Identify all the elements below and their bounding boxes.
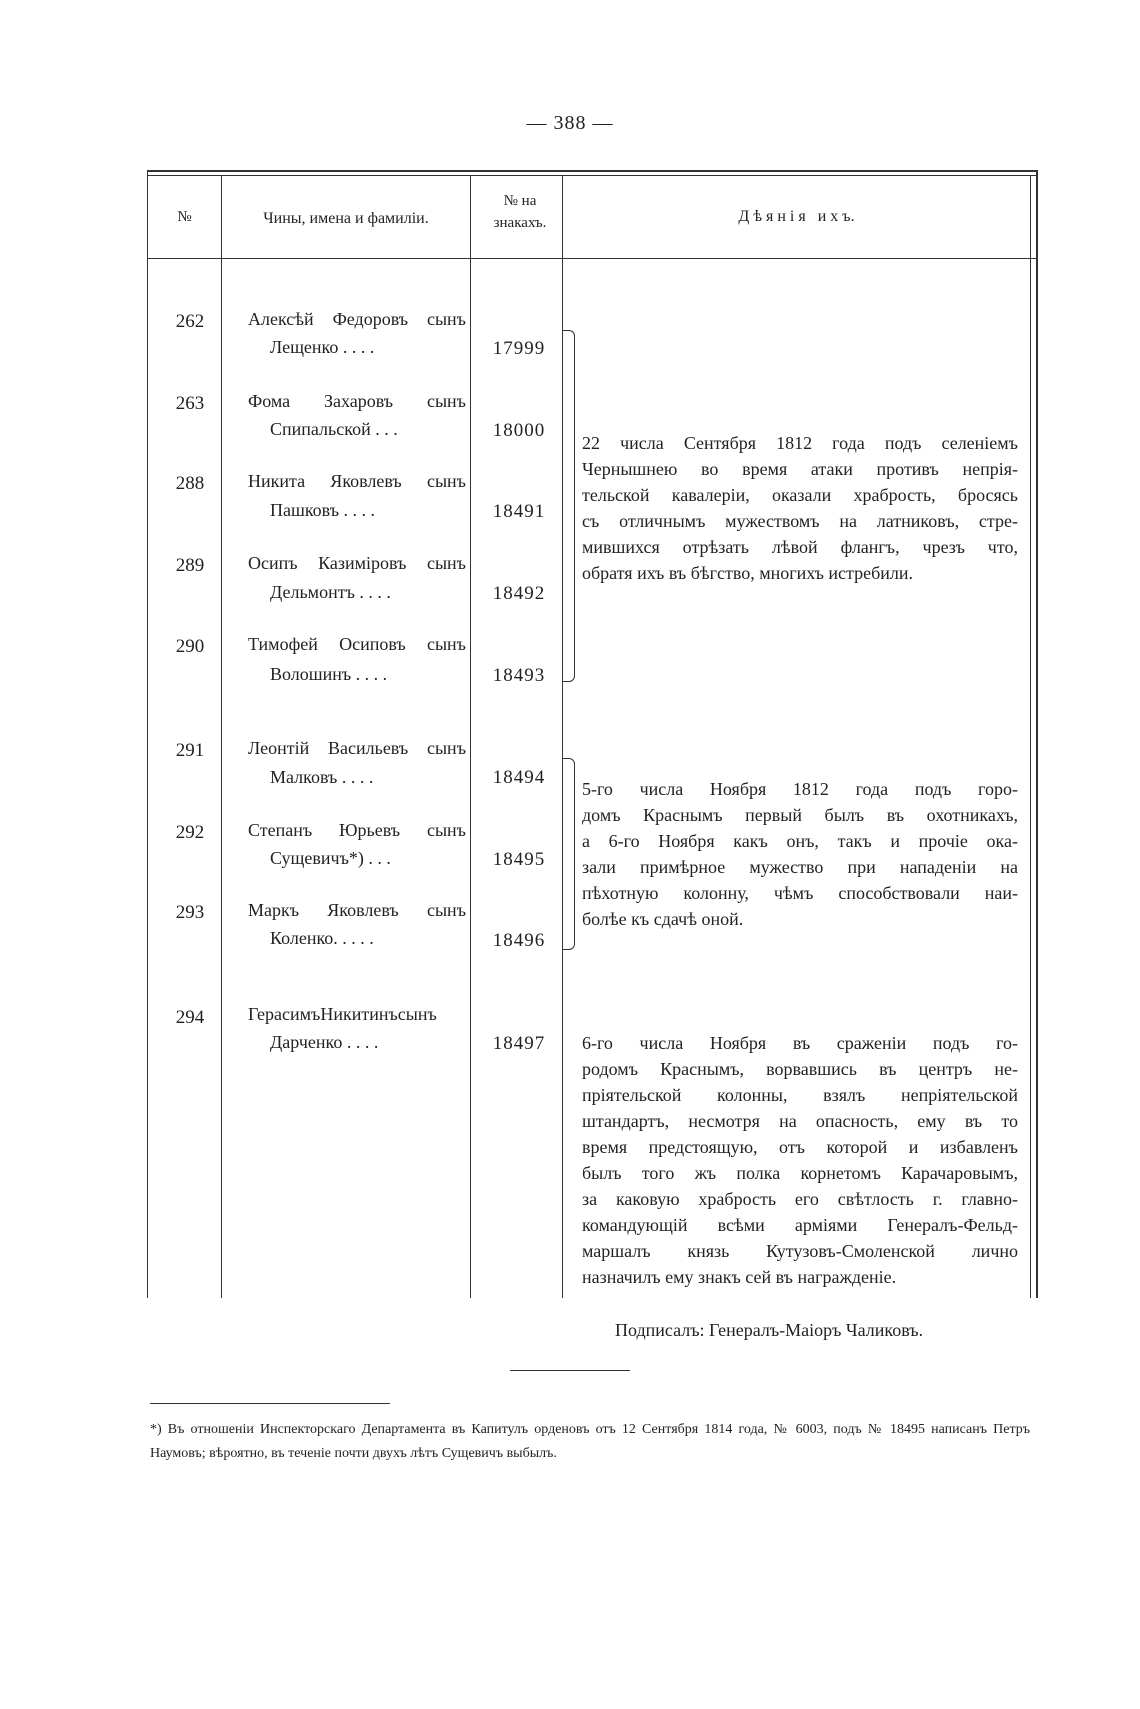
deed-line: за каковую храбрость его свѣтлость г. главно- bbox=[582, 1189, 1018, 1209]
footnote-rule bbox=[150, 1403, 390, 1404]
deed-line: зали примѣрное мужество при нападеніи на bbox=[582, 857, 1018, 877]
table-col-divider-2 bbox=[470, 175, 471, 1298]
name-line-1: Маркъ Яковлевъ сынъ bbox=[248, 900, 466, 920]
row-number: 288 bbox=[175, 473, 205, 494]
table-top-rule bbox=[147, 170, 1038, 172]
deed-line: Чернышнею во время атаки противъ непрія- bbox=[582, 459, 1018, 479]
deed-line: пѣхотную колонну, чѣмъ способствовали наи- bbox=[582, 883, 1018, 903]
section-divider bbox=[510, 1370, 630, 1371]
row-number: 290 bbox=[175, 636, 205, 657]
badge-number: 17999 bbox=[492, 338, 546, 359]
name-line-2: Пашковъ . . . . bbox=[270, 500, 376, 520]
deed-line: маршалъ князь Кутузовъ-Смоленской лично bbox=[582, 1241, 1018, 1261]
deed-line: болѣе къ сдачѣ оной. bbox=[582, 909, 744, 929]
name-line-2: Малковъ . . . . bbox=[270, 767, 374, 787]
name-line-2: Лещенко . . . . bbox=[270, 337, 375, 357]
badge-number: 18497 bbox=[492, 1033, 546, 1054]
row-number: 293 bbox=[175, 902, 205, 923]
name-line-1: Леонтій Васильевъ сынъ bbox=[248, 738, 466, 758]
badge-number: 18496 bbox=[492, 930, 546, 951]
deed-line: 22 числа Сентября 1812 года подъ селеніемъ bbox=[582, 433, 1018, 453]
deed-line: 6-го числа Ноября въ сраженіи подъ го- bbox=[582, 1033, 1018, 1053]
name-line-1: Тимофей Осиповъ сынъ bbox=[248, 634, 466, 654]
row-number: 291 bbox=[175, 740, 205, 761]
deed-line: мившихся отрѣзать лѣвой флангъ, чрезъ что, bbox=[582, 537, 1018, 557]
badge-number: 18000 bbox=[492, 420, 546, 441]
name-line-2: Коленко. . . . . bbox=[270, 928, 374, 948]
name-line-1: Никита Яковлевъ сынъ bbox=[248, 471, 466, 491]
page-number: — 388 — bbox=[526, 112, 614, 134]
badge-number: 18495 bbox=[492, 849, 546, 870]
table-header-rule bbox=[147, 258, 1038, 259]
deed-line: время предстоящую, отъ которой и избавленъ bbox=[582, 1137, 1018, 1157]
footnote: *) Въ отношеніи Инспекторскаго Департамента въ Капитулъ орденовъ отъ 12 Сентября 1814 года, № 6003, подъ № 18495 написанъ Петръ Наумовъ; вѣроятно, въ теченіе почти двухъ лѣтъ Сущевичъ выбылъ. bbox=[150, 1422, 1030, 1461]
header-deeds: Д ѣ я н і я и х ъ. bbox=[738, 208, 855, 225]
header-names: Чины, имена и фамиліи. bbox=[263, 210, 429, 227]
deed-line: назначилъ ему знакъ сей въ награжденіе. bbox=[582, 1267, 897, 1287]
row-number: 292 bbox=[175, 822, 205, 843]
badge-number: 18493 bbox=[492, 665, 546, 686]
deed-line: пріятельской колонны, взялъ непріятельской bbox=[582, 1085, 1018, 1105]
table-top-rule-inner bbox=[147, 175, 1038, 176]
badge-number: 18494 bbox=[492, 767, 546, 788]
deed-line: съ отличнымъ мужествомъ на латниковъ, стре- bbox=[582, 511, 1018, 531]
row-number: 289 bbox=[175, 555, 205, 576]
name-line-1: Степанъ Юрьевъ сынъ bbox=[248, 820, 466, 840]
row-number: 294 bbox=[175, 1007, 205, 1028]
deed-line: родомъ Краснымъ, ворвавшись въ центръ не- bbox=[582, 1059, 1018, 1079]
name-line-1: Фома Захаровъ сынъ bbox=[248, 391, 466, 411]
deed-line: обратя ихъ въ бѣгство, многихъ истребили. bbox=[582, 563, 914, 583]
row-number: 262 bbox=[175, 311, 205, 332]
row-number: 263 bbox=[175, 393, 205, 414]
badge-number: 18491 bbox=[492, 501, 546, 522]
group-brace-2 bbox=[562, 758, 575, 950]
header-no: № bbox=[177, 209, 192, 225]
deed-line: тельской кавалеріи, оказали храбрость, бросясь bbox=[582, 485, 1018, 505]
name-line-1: Осипъ Казиміровъ сынъ bbox=[248, 553, 466, 573]
deed-line: былъ того жъ полка корнетомъ Карачаровымъ, bbox=[582, 1163, 1018, 1183]
deed-line: домъ Краснымъ первый былъ въ охотникахъ, bbox=[582, 805, 1018, 825]
header-badge-no: № на знакахъ. bbox=[493, 193, 547, 231]
deed-line: а 6-го Ноября какъ онъ, такъ и прочіе ока- bbox=[582, 831, 1018, 851]
name-line-2: Волошинъ . . . . bbox=[270, 664, 388, 684]
signature: Подписалъ: Генералъ-Маіоръ Чаликовъ. bbox=[615, 1320, 924, 1340]
deed-line: штандартъ, несмотря на опасность, ему въ то bbox=[582, 1111, 1018, 1131]
name-line-2: Дарченко . . . . bbox=[270, 1032, 379, 1052]
group-brace-1 bbox=[562, 330, 575, 682]
deed-line: командующій всѣми арміями Генералъ-Фельд- bbox=[582, 1215, 1018, 1235]
badge-number: 18492 bbox=[492, 583, 546, 604]
name-line-2: Спипальской . . . bbox=[270, 419, 398, 439]
table-left-border bbox=[147, 170, 148, 1298]
table-right-border bbox=[1030, 175, 1031, 1298]
deed-line: 5-го числа Ноября 1812 года подъ горо- bbox=[582, 779, 1018, 799]
name-line-2: Сущевичъ*) . . . bbox=[270, 848, 391, 868]
name-line-1: Алексѣй Федоровъ сынъ bbox=[248, 309, 466, 329]
table-right-border-outer bbox=[1036, 170, 1038, 1298]
name-line-2: Дельмонтъ . . . . bbox=[270, 582, 391, 602]
table-col-divider-1 bbox=[221, 175, 222, 1298]
name-line-1: ГерасимъНикитинъсынъ bbox=[248, 1004, 437, 1024]
